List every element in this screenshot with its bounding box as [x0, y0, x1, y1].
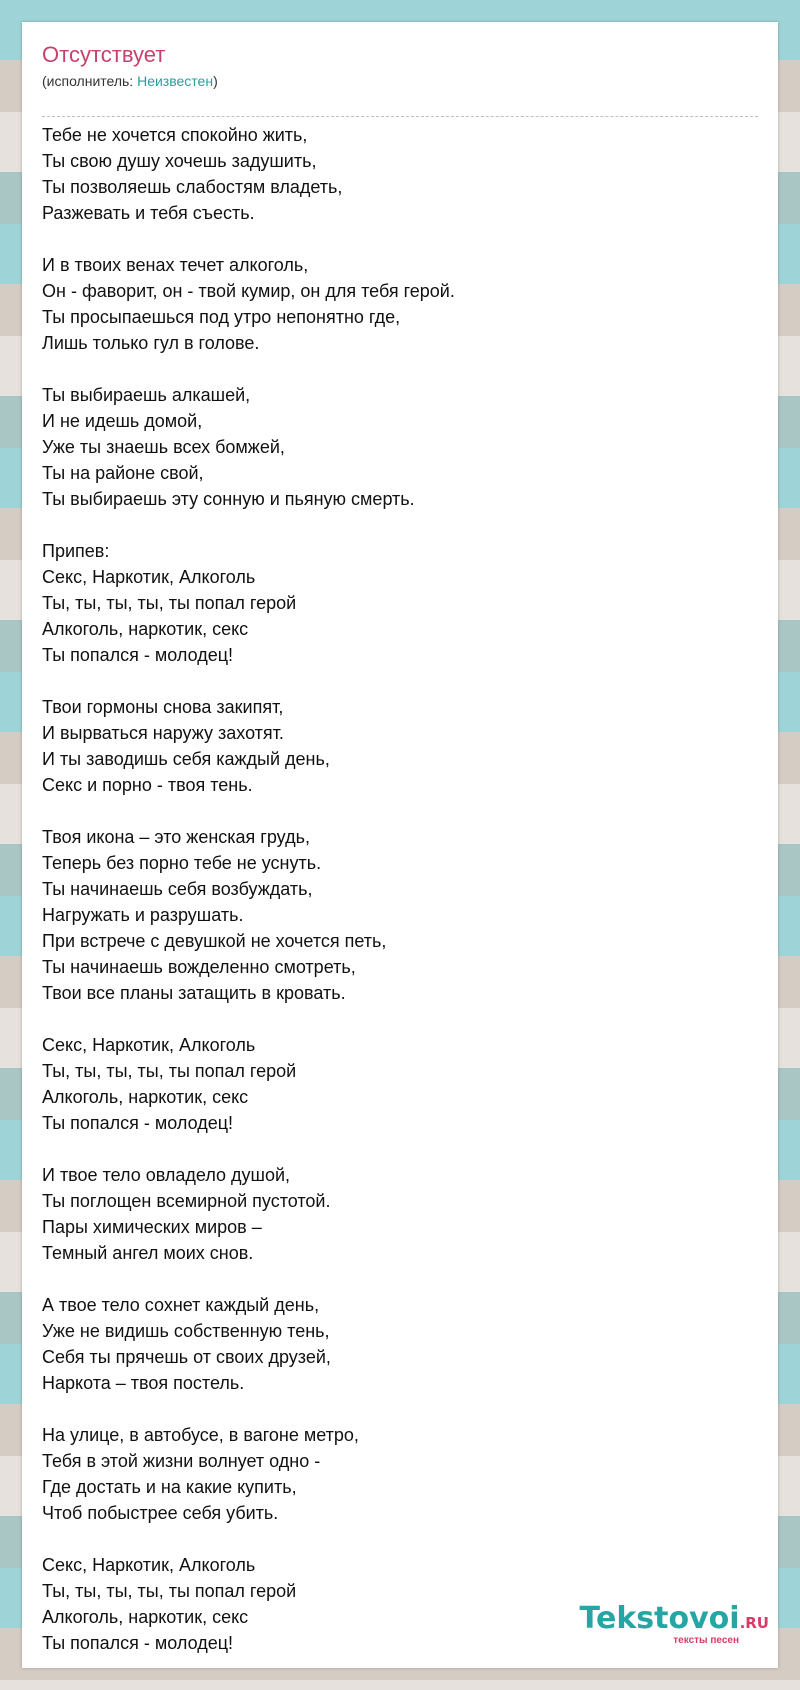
site-logo[interactable] [580, 1603, 769, 1646]
lyric-line: Ты, ты, ты, ты, ты попал герой [42, 1061, 297, 1081]
lyric-line: Ты выбираешь алкашей, [42, 385, 251, 405]
lyric-line: Твоя икона – это женская грудь, [42, 827, 310, 847]
lyric-line: И не идешь домой, [42, 411, 203, 431]
logo-wordmark [580, 1603, 769, 1639]
lyric-line [42, 1006, 758, 1032]
lyric-line: Ты, ты, ты, ты, ты попал герой [42, 1581, 297, 1601]
lyric-line: И твое тело овладело душой, [42, 1165, 291, 1185]
artist-prefix: (исполнитель: [42, 73, 138, 89]
lyric-line [42, 1526, 758, 1552]
lyric-line: На улице, в автобусе, в вагоне метро, [42, 1425, 359, 1445]
lyric-line: Он - фаворит, он - твой кумир, он для тебя герой. [42, 281, 455, 301]
lyric-line: Припев: [42, 541, 110, 561]
lyric-line: Разжевать и тебя съесть. [42, 203, 255, 223]
artist-suffix: ) [213, 73, 218, 89]
lyric-line: И в твоих венах течет алкоголь, [42, 255, 309, 275]
lyric-line: А твое тело сохнет каждый день, [42, 1295, 320, 1315]
lyric-line: И вырваться наружу захотят. [42, 723, 284, 743]
lyric-line [42, 1396, 758, 1422]
lyric-line: Твои все планы затащить в кровать. [42, 983, 346, 1003]
lyric-line: Секс, Наркотик, Алкоголь [42, 567, 256, 587]
lyric-line: Лишь только гул в голове. [42, 333, 260, 353]
lyric-line: Себя ты прячешь от своих друзей, [42, 1347, 331, 1367]
lyric-line: Ты позволяешь слабостям владеть, [42, 177, 343, 197]
lyric-line: Секс, Наркотик, Алкоголь [42, 1555, 256, 1575]
lyric-line: Алкоголь, наркотик, секс [42, 1087, 249, 1107]
lyric-line: Тебя в этой жизни волнует одно - [42, 1451, 321, 1471]
lyric-line [42, 356, 758, 382]
lyric-line: Ты попался - молодец! [42, 645, 234, 665]
lyric-line: Алкоголь, наркотик, секс [42, 619, 249, 639]
lyric-line [42, 668, 758, 694]
lyric-line: Ты начинаешь вожделенно смотреть, [42, 957, 356, 977]
lyric-line: Твои гормоны снова закипят, [42, 697, 284, 717]
logo-tagline: тексты песен [673, 1635, 739, 1646]
lyrics-text [42, 122, 758, 1656]
lyric-line [42, 1266, 758, 1292]
lyric-line: Ты выбираешь эту сонную и пьяную смерть. [42, 489, 415, 509]
logo-tld: .RU [739, 1614, 769, 1632]
lyric-line: Ты свою душу хочешь задушить, [42, 151, 317, 171]
logo-name: Tekstovoi [579, 1601, 740, 1636]
lyric-line: Алкоголь, наркотик, секс [42, 1607, 249, 1627]
lyric-line: Ты на районе свой, [42, 463, 204, 483]
lyric-line: Ты попался - молодец! [42, 1113, 234, 1133]
song-title: Отсутствует [42, 42, 166, 67]
lyric-line: Ты начинаешь себя возбуждать, [42, 879, 313, 899]
lyric-line: Секс, Наркотик, Алкоголь [42, 1035, 256, 1055]
song-header [42, 42, 758, 117]
lyric-line: Где достать и на какие купить, [42, 1477, 297, 1497]
lyric-line: И ты заводишь себя каждый день, [42, 749, 330, 769]
lyric-line: Ты поглощен всемирной пустотой. [42, 1191, 331, 1211]
lyric-line: Чтоб побыстрее себя убить. [42, 1503, 279, 1523]
lyric-line: Наркота – твоя постель. [42, 1373, 245, 1393]
lyric-line: Теперь без порно тебе не уснуть. [42, 853, 322, 873]
lyric-line [42, 798, 758, 824]
lyric-line [42, 1136, 758, 1162]
artist-line [42, 72, 758, 90]
lyric-line: При встрече с девушкой не хочется петь, [42, 931, 387, 951]
lyric-line: Ты попался - молодец! [42, 1633, 234, 1653]
lyric-line [42, 226, 758, 252]
lyric-line: Тебе не хочется спокойно жить, [42, 125, 308, 145]
lyric-line: Темный ангел моих снов. [42, 1243, 254, 1263]
lyrics-card [22, 22, 778, 1668]
lyric-line: Уже не видишь собственную тень, [42, 1321, 330, 1341]
lyric-line: Ты, ты, ты, ты, ты попал герой [42, 593, 297, 613]
lyric-line: Пары химических миров – [42, 1217, 262, 1237]
lyric-line: Уже ты знаешь всех бомжей, [42, 437, 285, 457]
lyric-line: Секс и порно - твоя тень. [42, 775, 253, 795]
artist-link[interactable]: Неизвестен [137, 73, 214, 89]
lyric-line [42, 512, 758, 538]
lyric-line: Нагружать и разрушать. [42, 905, 244, 925]
lyric-line: Ты просыпаешься под утро непонятно где, [42, 307, 401, 327]
